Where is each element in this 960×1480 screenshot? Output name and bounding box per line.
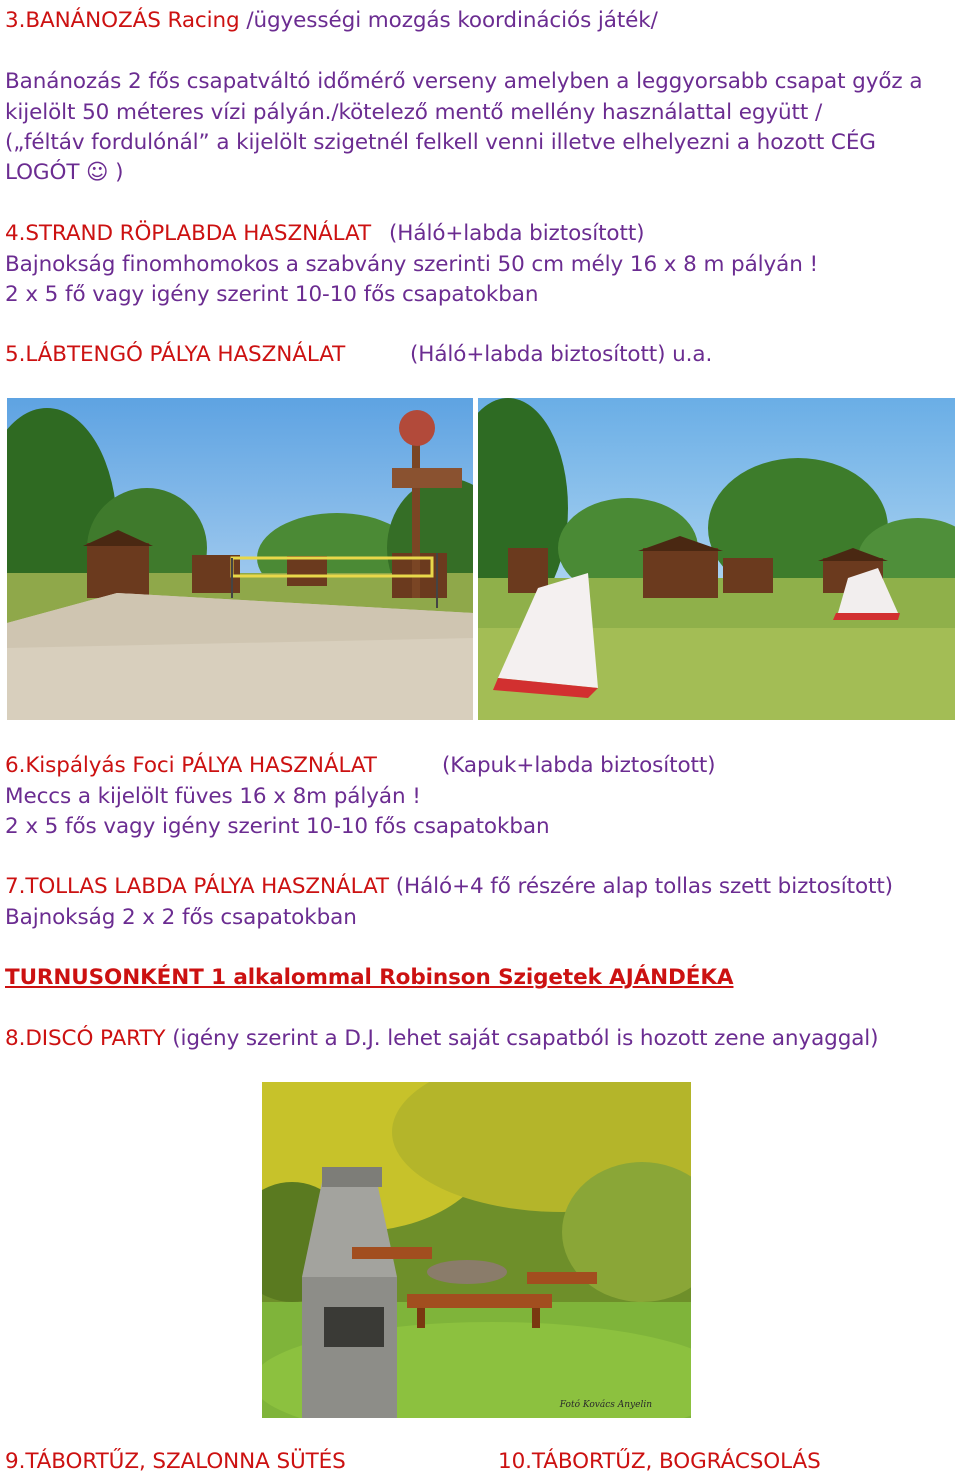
section-7-title: 7.TOLLAS LABDA PÁLYA HASZNÁLAT	[5, 874, 389, 899]
section-4-heading	[5, 221, 644, 247]
section-3-text-1: Banánozás 2 fős csapatváltó időmérő verseny amelyben a leggyorsabb csapat győz a	[5, 69, 923, 94]
photo-credit: Fotó Kovács Anyelin	[559, 1400, 652, 1410]
section-8-title: 8.DISCÓ PARTY	[5, 1026, 166, 1051]
section-7-subtitle: (Háló+4 fő részére alap tollas szett biztosított)	[388, 874, 893, 899]
section-7-text-1: Bajnokság 2 x 2 fős csapatokban	[5, 905, 357, 930]
section-6-title: 6.Kispályás Foci PÁLYA HASZNÁLAT	[5, 753, 377, 778]
section-6-text-2: 2 x 5 fős vagy igény szerint 10-10 fős csapatokban	[5, 814, 550, 839]
gift-banner: TURNUSONKÉNT 1 alkalommal Robinson Szigetek AJÁNDÉKA	[5, 965, 734, 990]
section-4-subtitle: (Háló+labda biztosított)	[389, 221, 645, 246]
section-5-subtitle: (Háló+labda biztosított) u.a.	[410, 342, 713, 367]
section-3-subtitle: /ügyességi mozgás koordinációs játék/	[239, 8, 658, 33]
section-3-logo-text: LOGÓT	[5, 160, 80, 185]
section-6-text-1: Meccs a kijelölt füves 16 x 8m pályán !	[5, 784, 421, 809]
section-3-close-paren: )	[115, 160, 124, 185]
section-5-title: 5.LÁBTENGÓ PÁLYA HASZNÁLAT	[5, 342, 346, 367]
section-4-title: 4.STRAND RÖPLABDA HASZNÁLAT	[5, 221, 372, 246]
section-10-title: 10.TÁBORTŰZ, BOGRÁCSOLÁS	[498, 1449, 821, 1474]
section-8-heading	[5, 1026, 878, 1052]
footvolley-court-photo	[478, 398, 955, 720]
garden-grill-photo	[262, 1082, 691, 1418]
section-3-text-4	[5, 160, 123, 186]
section-3-text-3: („féltáv fordulónál” a kijelölt szigetnél felkell venni illetve elhelyezni a hozott CÉG	[5, 130, 876, 155]
section-9-title: 9.TÁBORTŰZ, SZALONNA SÜTÉS	[5, 1449, 346, 1474]
section-3-title: 3.BANÁNOZÁS Racing	[5, 8, 240, 33]
section-3-text-2: kijelölt 50 méteres vízi pályán./kötelező mentő mellény használattal együtt /	[5, 100, 823, 125]
section-3-heading	[5, 8, 658, 34]
section-7-heading	[5, 874, 893, 900]
section-4-text-1: Bajnokság finomhomokos a szabvány szerinti 50 cm mély 16 x 8 m pályán !	[5, 252, 819, 277]
volleyball-court-photo	[7, 398, 473, 720]
section-6-subtitle: (Kapuk+labda biztosított)	[442, 753, 716, 778]
smiley-icon: ☺	[86, 160, 109, 185]
section-4-text-2: 2 x 5 fő vagy igény szerint 10-10 fős csapatokban	[5, 282, 539, 307]
section-8-subtitle: (igény szerint a D.J. lehet saját csapatból is hozott zene anyaggal)	[165, 1026, 879, 1051]
